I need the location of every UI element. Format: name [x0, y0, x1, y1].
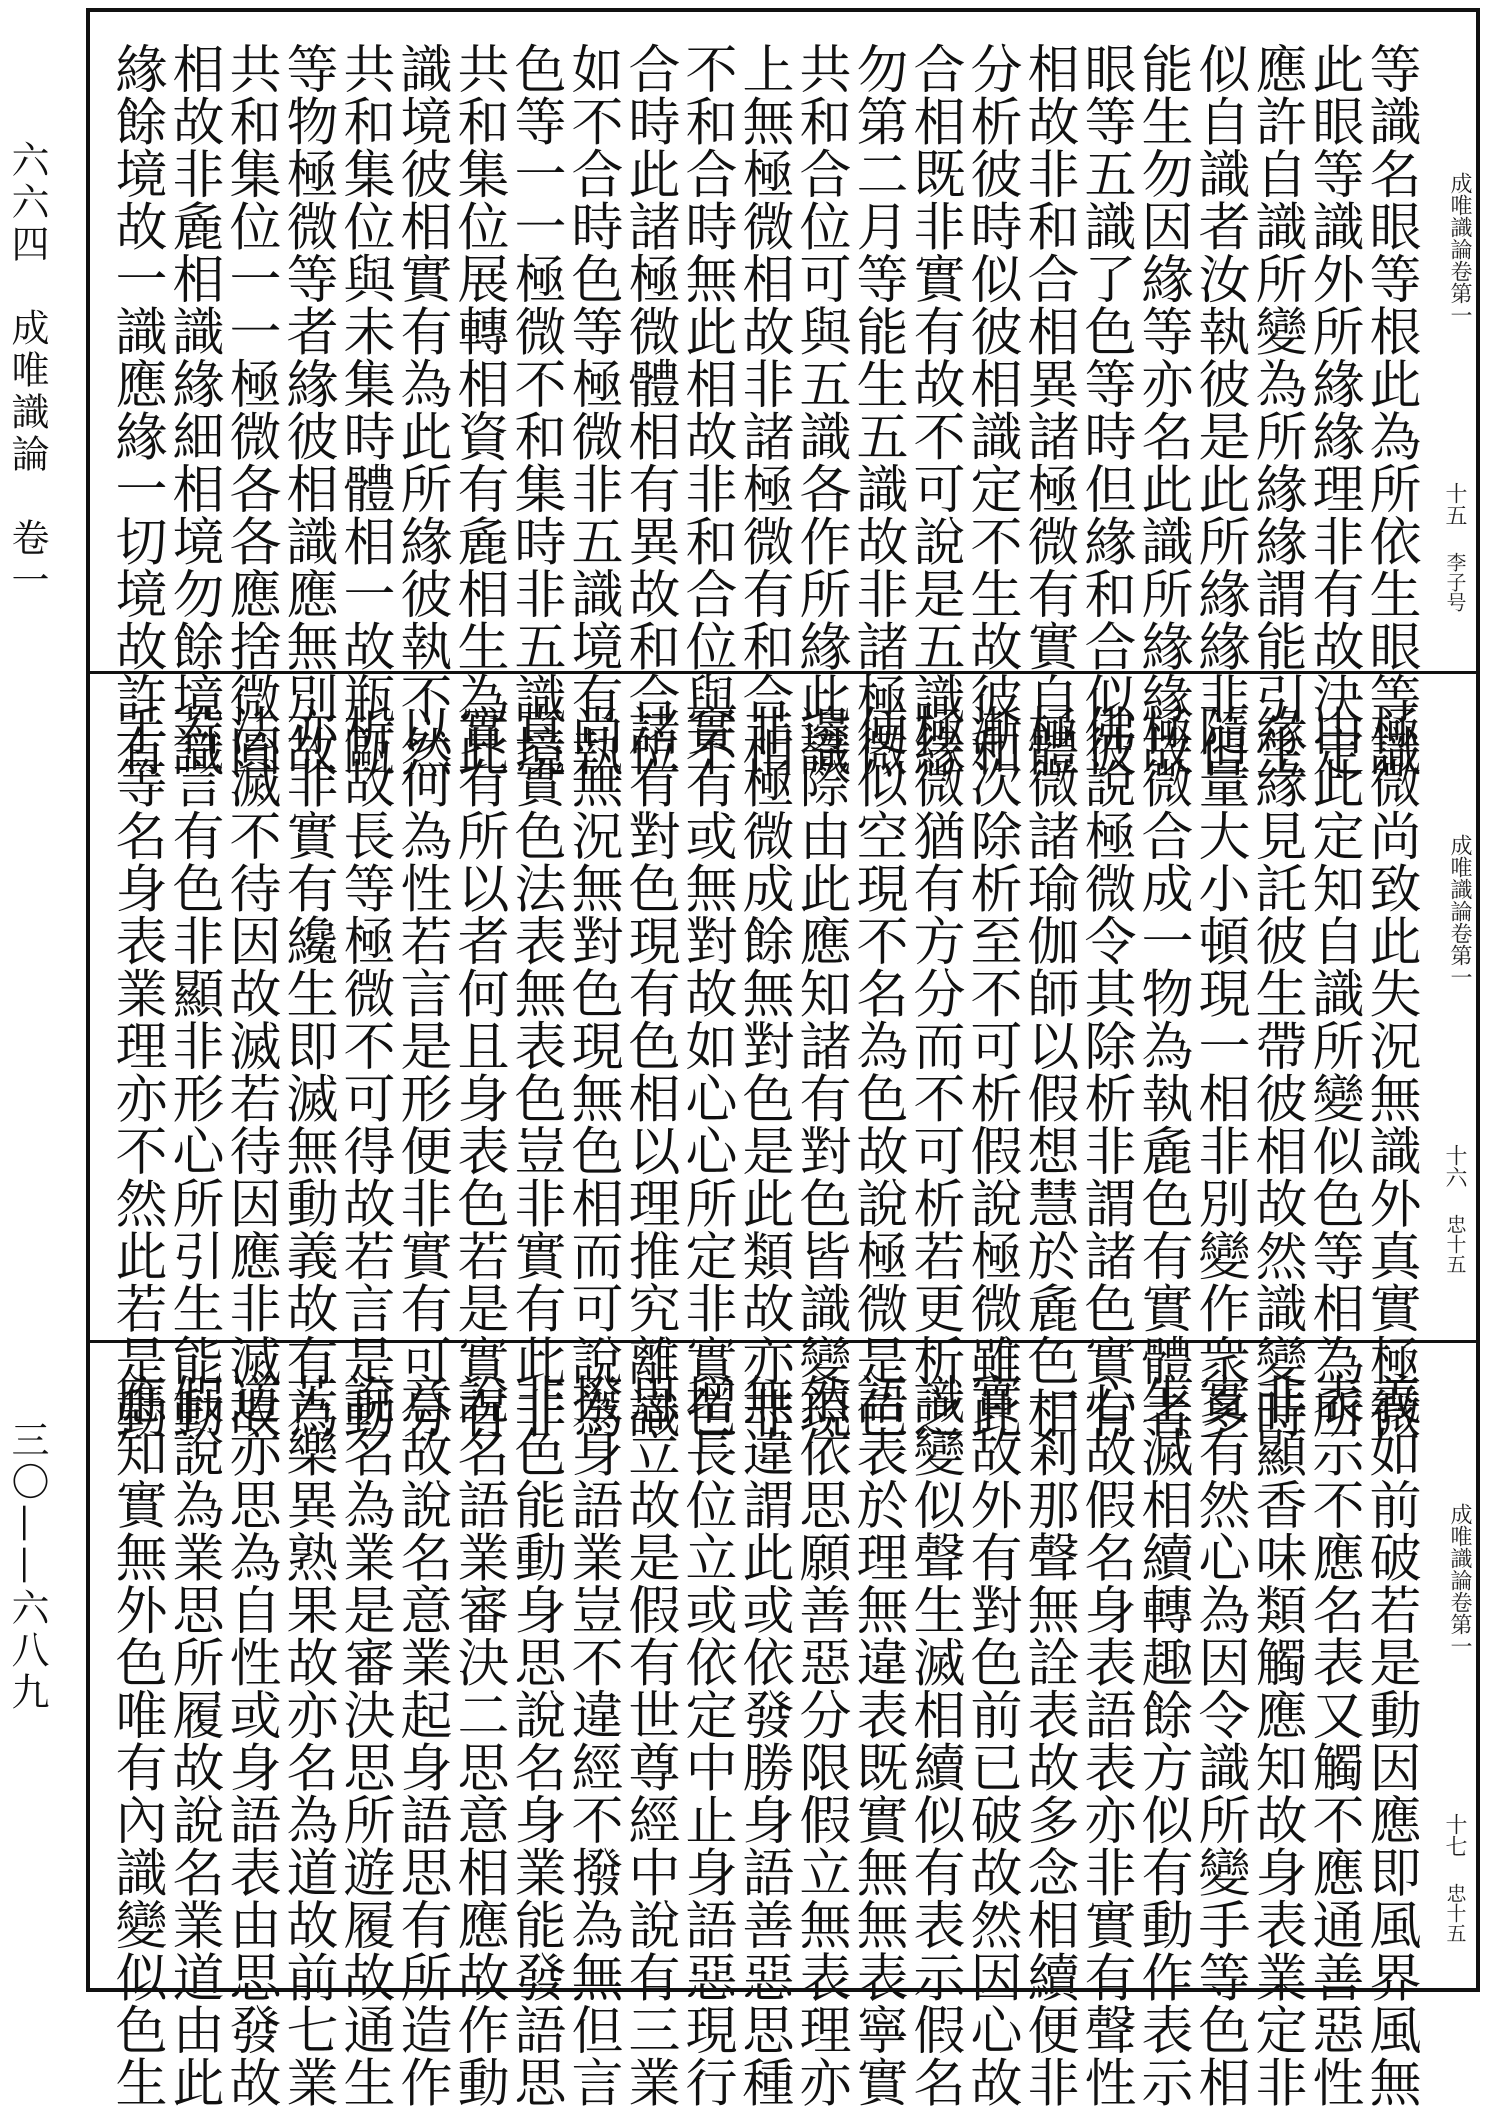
text-column: 實有或無對故如心心所定非實色 — [676, 704, 736, 1439]
panel-caption: 成唯識論卷第一 — [1447, 1503, 1472, 1657]
text-column: 相故非和合相異諸極微有實自體 — [1018, 42, 1078, 777]
text-column: 共和集位展轉相資有麁相生為此 — [448, 42, 508, 777]
text-column: 相故非麁相識緣細相境勿餘境識 — [163, 42, 223, 777]
text-columns — [106, 1373, 1420, 2108]
text-column: 佛說極微令其除析非謂諸色實有 — [1075, 704, 1135, 1439]
text-columns — [106, 42, 1420, 777]
panel-carver-mark: 忠十五 — [1443, 1883, 1467, 1943]
text-column: 無違謂此或依發勝身語善惡思種 — [733, 1373, 793, 2108]
page-frame — [86, 8, 1480, 2108]
text-column: 實有然心為因令識所變手等色相 — [1189, 1373, 1249, 2108]
text-column: 假說為業思所履故說名業道由此 — [163, 1373, 223, 2108]
panel-carver-mark: 李子号 — [1443, 552, 1467, 612]
text-column: 緣餘境故一識應緣一切境故許有 — [106, 42, 166, 777]
text-column: 合時此諸極微體相有異故和合位 — [619, 42, 679, 777]
text-column: 手等名身表業理亦不然此若是動 — [106, 704, 166, 1439]
panel-caption: 成唯識論卷第一 — [1447, 834, 1472, 988]
text-column: 隨量大小頓現一相非別變作衆多 — [1189, 704, 1249, 1439]
text-column: 說名為業是審決思所遊履故通生 — [334, 1373, 394, 2108]
panel-2 — [90, 674, 1476, 1439]
text-column: 生滅相續轉趣餘方似有動作表示 — [1132, 1373, 1192, 2108]
text-column: 此眼等識外所緣緣理非有故決定 — [1303, 42, 1363, 777]
text-column: 識境彼相實有為此所緣彼執不然 — [391, 42, 451, 777]
panel-page-number: 十五 — [1442, 482, 1467, 526]
panel-carver-mark: 忠十五 — [1443, 1214, 1467, 1274]
text-column: 非色能動身思說名身業能發語思 — [505, 1373, 565, 2108]
text-column: 眼等五識了色等時但緣和合似彼 — [1075, 42, 1135, 777]
text-column: 說名語業審決二思意相應故作動 — [448, 1373, 508, 2108]
panel-caption: 成唯識論卷第一 — [1447, 172, 1472, 326]
text-column: 極微猶有方分而不可析若更析之 — [904, 704, 964, 1439]
text-column: 如不合時色等極微非五識境有執 — [562, 42, 622, 777]
text-column: 分析彼時似彼相識定不生故彼和 — [961, 42, 1021, 777]
panel-page-number: 十六 — [1442, 1144, 1467, 1188]
text-column: 法滅不待因故滅若待因應非滅故 — [220, 704, 280, 1439]
text-column: 便似空現不名為色故說極微是色 — [847, 704, 907, 1439]
text-column: 一剎那聲無詮表故多念相續便非 — [1018, 1373, 1078, 2108]
text-column: 道亦思為自性或身語表由思發故 — [220, 1373, 280, 2108]
text-column: 增長位立或依定中止身語惡現行 — [676, 1373, 736, 2108]
text-column: 苦樂異熟果故亦名為道故前七業 — [277, 1373, 337, 2108]
text-column: 極微尚致此失況無識外真實極微 — [1360, 704, 1420, 1439]
text-column: 由此定知自識所變似色等相為所 — [1303, 704, 1363, 1439]
text-column: 心故假名身表語表亦非實有聲性 — [1075, 1373, 1135, 2108]
text-column: 應許自識所變為所緣緣謂能引生 — [1246, 42, 1306, 777]
text-column: 實故外有對色前已破故然因心故 — [961, 1373, 1021, 2108]
page-margin — [0, 120, 60, 1960]
text-column: 共和集位與未集時體相一故瓶甌 — [334, 42, 394, 777]
text-column: 勿第二月等能生五識故非諸極微 — [847, 42, 907, 777]
text-column: 邊際由此應知諸有對色皆識變現 — [790, 704, 850, 1439]
panel-1 — [90, 12, 1476, 777]
margin-page-ref: 三〇——六八九 — [5, 1420, 49, 1714]
text-column: 語表於理無違表既實無無表寧實 — [847, 1373, 907, 2108]
text-column: 緣緣見託彼生帶彼相故然識變時 — [1246, 704, 1306, 1439]
text-column: 非極微成餘無對色是此類故亦非 — [733, 704, 793, 1439]
text-column: 合相既非實有故不可說是五識緣 — [904, 42, 964, 777]
panel-3 — [90, 1343, 1476, 2108]
text-column: 等識名眼等根此為所依生眼等識 — [1360, 42, 1420, 777]
text-column: 意故說名意業起身語思有所造作 — [391, 1373, 451, 2108]
panel-page-number: 十七 — [1442, 1813, 1467, 1857]
text-column: 表示不應名表又觸不應通善惡性 — [1303, 1373, 1363, 2108]
text-column: 不和合時無此相故非和合位與不 — [676, 42, 736, 777]
text-column: 漸次除析至不可析假說極微雖此 — [961, 704, 1021, 1439]
text-column: 實有所以者何且身表色若是實有 — [448, 704, 508, 1439]
text-column: 非顯香味類觸應知故身表業定非 — [1246, 1373, 1306, 2108]
text-column: 若言有色非顯非形心所引生能動 — [163, 704, 223, 1439]
text-columns — [106, 704, 1420, 1439]
text-column: 共和集位一一極微各各應捨微圓 — [220, 42, 280, 777]
text-column: 識變似聲生滅相續似有表示假名 — [904, 1373, 964, 2108]
text-column: 思立故是假有世尊經中說有三業 — [619, 1373, 679, 2108]
text-column: 尚無況無對色現無色相而可說為 — [562, 704, 622, 1439]
text-column: 以何為性若言是形便非實有可分 — [391, 704, 451, 1439]
text-column: 應知實無外色唯有內識變似色生 — [106, 1373, 166, 2108]
text-column: 然依思願善惡分限假立無表理亦 — [790, 1373, 850, 2108]
margin-title: 六六四 成唯識論 卷一 — [5, 140, 49, 602]
text-column: 析故長等極微不可得故若言是動 — [334, 704, 394, 1439]
text-column: 極微合成一物為執麁色有實體者 — [1132, 704, 1192, 1439]
text-column: 似自識者汝執彼是此所緣緣非但 — [1189, 42, 1249, 777]
text-column: 色等一一極微不和集時非五識境 — [505, 42, 565, 777]
text-column: 能生勿因緣等亦名此識所緣緣故 — [1132, 42, 1192, 777]
text-column: 極微諸瑜伽師以假想慧於麁色相 — [1018, 704, 1078, 1439]
text-column: 諸有對色現有色相以理推究離識 — [619, 704, 679, 1439]
text-column: 撥身語業豈不違經不撥為無但言 — [562, 1373, 622, 2108]
text-column: 上無極微相故非諸極微有和合相 — [733, 42, 793, 777]
text-column: 亦非實有纔生即滅無動義故有為 — [277, 704, 337, 1439]
text-column: 等物極微等者緣彼相識應無別故 — [277, 42, 337, 777]
text-column: 共和合位可與五識各作所緣此識 — [790, 42, 850, 777]
text-column: 義如前破若是動因應即風界風無 — [1360, 1373, 1420, 2108]
text-column: 真實色法表無表色豈非實有此非 — [505, 704, 565, 1439]
